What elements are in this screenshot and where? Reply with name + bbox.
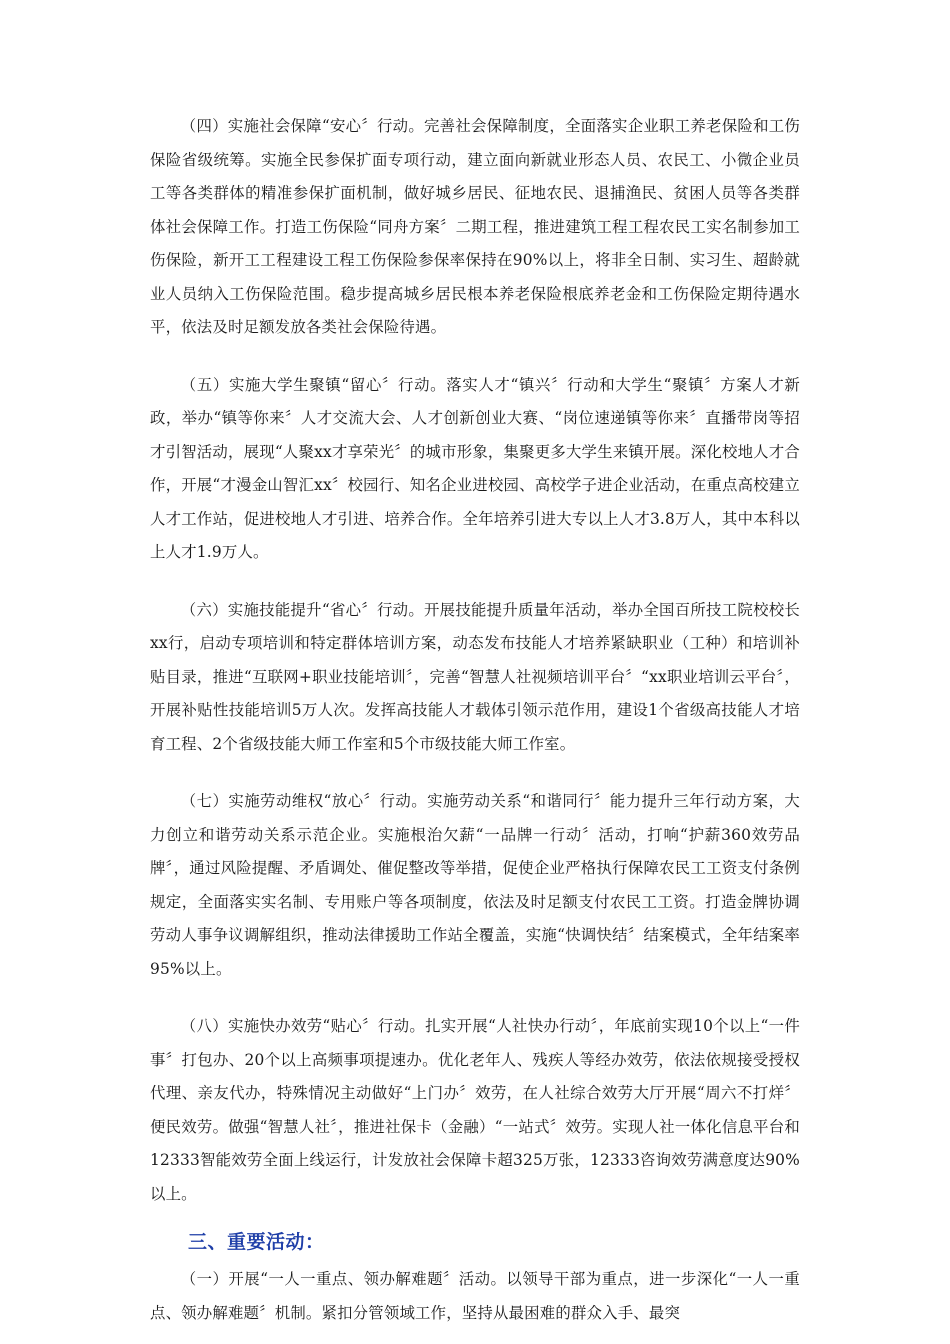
paragraph-graduates: （五）实施大学生聚镇“留心〞行动。落实人才“镇兴〞行动和大学生“聚镇〞方案人才新政，举办“镇等你来〞人才交流大会、人才创新创业大赛、“岗位速递镇等你来〞直播带岗等招才引智活动，展现“人聚xx才享荣光〞的城市形象，集聚更多大学生来镇开展。深化校地人才合作，开展“才漫金山智汇xx〞校园行、知名企业进校园、高校学子进企业活动，在重点高校建立人才工作站，促进校地人才引进、培养合作。全年培养引进大专以上人才3.8万人，其中本科以上人才1.9万人。: [150, 375, 800, 561]
paragraph-labor-rights: （七）实施劳动维权“放心〞行动。实施劳动关系“和谐同行〞能力提升三年行动方案，大力创立和谐劳动关系示范企业。实施根治欠薪“一品牌一行动〞活动，打响“护薪360效劳品牌〞，通过风险提醒、矛盾调处、催促整改等举措，促使企业严格执行保障农民工工资支付条例规定，全面落实实名制、专用账户等各项制度，依法及时足额支付农民工工资。打造金牌协调劳动人事争议调解组织，推动法律援助工作站全覆盖，实施“快调快结〞结案模式，全年结案率95%以上。: [150, 792, 800, 978]
paragraph-fast-service: （八）实施快办效劳“贴心〞行动。扎实开展“人社快办行动〞，年底前实现10个以上“一件事〞打包办、20个以上高频事项提速办。优化老年人、残疾人等经办效劳，依法依规接受授权代理、亲友代办，特殊情况主动做好“上门办〞效劳，在人社综合效劳大厅开展“周六不打烊〞便民效劳。做强“智慧人社〞，推进社保卡（金融）“一站式〞效劳。实现人社一体化信息平台和12333智能效劳全面上线运行，计发放社会保障卡超325万张，12333咨询效劳满意度达90%以上。: [150, 1017, 800, 1203]
paragraph-social-security: （四）实施社会保障“安心〞行动。完善社会保障制度，全面落实企业职工养老保险和工伤保险省级统筹。实施全民参保扩面专项行动，建立面向新就业形态人员、农民工、小微企业员工等各类群体的精准参保扩面机制，做好城乡居民、征地农民、退捕渔民、贫困人员等各类群体社会保障工作。打造工伤保险“同舟方案〞二期工程，推进建筑工程工程农民工实名制参加工伤保险，新开工工程建设工程工伤保险参保率保持在90%以上，将非全日制、实习生、超龄就业人员纳入工伤保险范围。稳步提高城乡居民根本养老保险根底养老金和工伤保险定期待遇水平，依法及时足额发放各类社会保险待遇。: [150, 117, 800, 336]
paragraph-activity-one: （一）开展“一人一重点、领办解难题〞活动。以领导干部为重点，进一步深化“一人一重点、领办解难题〞机制。紧扣分管领域工作，坚持从最困难的群众入手、最突: [150, 1270, 800, 1322]
paragraph-skills: （六）实施技能提升“省心〞行动。开展技能提升质量年活动，举办全国百所技工院校校长xx行，启动专项培训和特定群体培训方案，动态发布技能人才培养紧缺职业（工种）和培训补贴目录，推进“互联网+职业技能培训〞，完善“智慧人社视频培训平台〞“xx职业培训云平台〞，开展补贴性技能培训5万人次。发挥高技能人才载体引领示范作用，建设1个省级高技能人才培育工程、2个省级技能大师工作室和5个市级技能大师工作室。: [150, 600, 800, 753]
section-heading: 三、重要活动：: [188, 1231, 325, 1253]
